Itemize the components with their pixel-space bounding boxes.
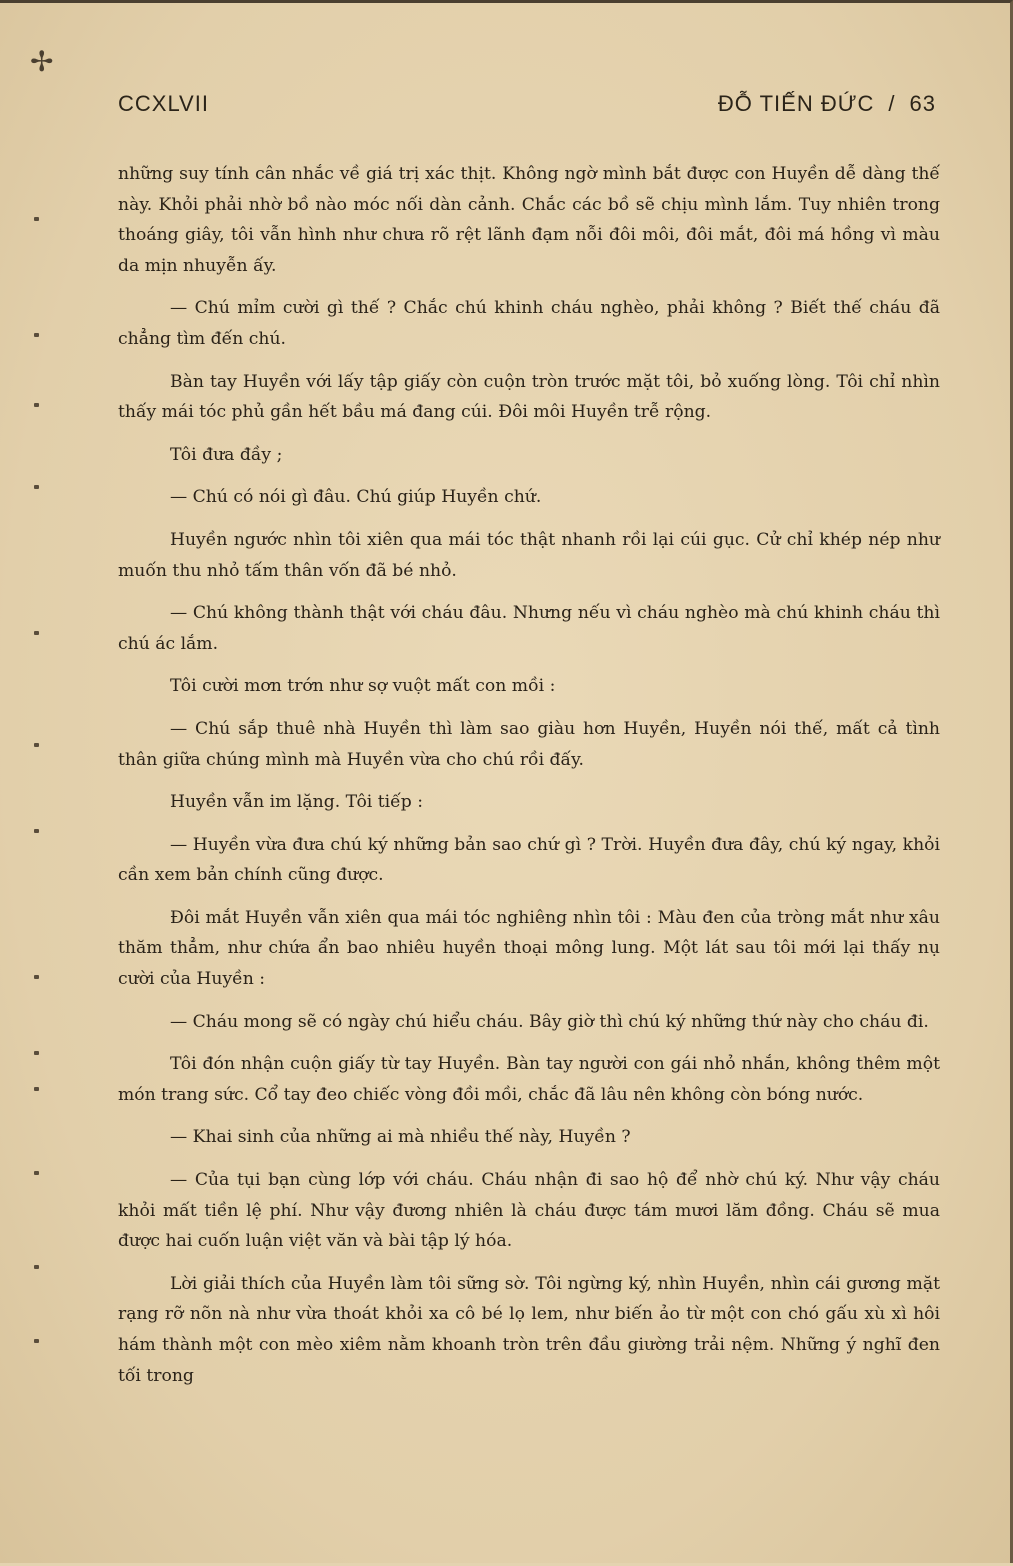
- page-body: [118, 159, 940, 1403]
- paragraph: — Của tụi bạn cùng lớp với cháu. Cháu nhận đi sao hộ để nhờ chú ký. Như vậy cháu khỏi mất tiền lệ phí. Như vậy đương nhiên là cháu được tám mươi lăm đồng. Cháu sẽ mua được hai cuốn luận việt văn và bài tập lý hóa.: [118, 1170, 940, 1252]
- paragraph: Đôi mắt Huyền vẫn xiên qua mái tóc nghiêng nhìn tôi : Màu đen của tròng mắt như xâu thăm thẳm, như chứa ẩn bao nhiêu huyền thoại mông lung. Một lát sau tôi mới lại thấy nụ cười của Huyền :: [118, 907, 940, 990]
- paragraph: Bàn tay Huyền với lấy tập giấy còn cuộn tròn trước mặt tôi, bỏ xuống lòng. Tôi chỉ nhìn thấy mái tóc phủ gần hết bầu má đang cúi. Đôi môi Huyền trễ rộng.: [118, 371, 940, 423]
- paragraph: — Huyền vừa đưa chú ký những bản sao chứ gì ? Trời. Huyền đưa đây, chú ký ngay, khỏi cần xem bản chính cũng được.: [118, 834, 940, 886]
- margin-mark: [34, 1051, 39, 1055]
- margin-mark: [34, 975, 39, 979]
- margin-marks: [0, 3, 60, 1566]
- author-name: ĐỖ TIẾN ĐỨC: [717, 91, 875, 116]
- chapter-number: CCXLVII: [118, 91, 209, 116]
- margin-mark: [34, 1265, 39, 1269]
- paragraph: — Chú không thành thật với cháu đâu. Nhưng nếu vì cháu nghèo mà chú khinh cháu thì chú ác lắm.: [118, 603, 940, 654]
- margin-mark: [34, 403, 39, 407]
- paragraph: Tôi đưa đầy ;: [170, 444, 283, 465]
- paragraph: những suy tính cân nhắc về giá trị xác thịt. Không ngờ mình bắt được con Huyền dễ dàng thế này. Khỏi phải nhờ bồ nào móc nối dàn cảnh. Chắc các bồ sẽ chịu mình lắm. Tuy nhiên trong thoáng giây, tôi vẫn hình như chưa rõ rệt lãnh đạm nỗi đôi môi, đôi mắt, đôi má hồng vì màu da mịn nhuyễn ấy.: [118, 164, 940, 276]
- paragraph: Lời giải thích của Huyền làm tôi sững sờ. Tôi ngừng ký, nhìn Huyền, nhìn cái gương mặt rạng rỡ nõn nà như vừa thoát khỏi xa cô bé lọ lem, như biến ảo từ một con chó gấu xù xì hôi hám thành một con mèo xiêm nằm khoanh tròn trên đầu giường trải nệm. Những ý nghĩ đen tối trong: [118, 1273, 940, 1386]
- margin-mark: [34, 829, 39, 833]
- author-page-info: [704, 91, 936, 117]
- paragraph: Tôi cười mơn trớn như sợ vuột mất con mồi :: [170, 676, 556, 697]
- margin-mark: [34, 1339, 39, 1343]
- header-separator: /: [888, 91, 896, 116]
- paragraph: Huyền ngước nhìn tôi xiên qua mái tóc thật nhanh rồi lại cúi gục. Cử chỉ khép nép như muốn thu nhỏ tấm thân vốn đã bé nhỏ.: [118, 529, 940, 581]
- page-number: 63: [909, 91, 936, 116]
- margin-mark: [34, 1171, 39, 1175]
- margin-mark: [34, 631, 39, 635]
- running-header: [118, 91, 936, 125]
- paragraph: Tôi đón nhận cuộn giấy từ tay Huyền. Bàn tay người con gái nhỏ nhắn, không thêm một món trang sức. Cổ tay đeo chiếc vòng đồi mồi, chắc đã lâu nên không còn bóng nước.: [118, 1054, 940, 1105]
- margin-mark: [34, 1087, 39, 1091]
- paragraph: — Cháu mong sẽ có ngày chú hiểu cháu. Bây giờ thì chú ký những thứ này cho cháu đi.: [170, 1011, 929, 1032]
- margin-mark: [34, 485, 39, 489]
- margin-mark: [34, 217, 39, 221]
- paragraph: — Chú mỉm cười gì thế ? Chắc chú khinh cháu nghèo, phải không ? Biết thế cháu đã chẳng tìm đến chú.: [118, 298, 940, 349]
- paragraph: — Khai sinh của những ai mà nhiều thế này, Huyền ?: [170, 1127, 631, 1148]
- corner-mark-icon: ✢: [30, 45, 54, 78]
- paragraph: — Chú có nói gì đâu. Chú giúp Huyền chứ.: [170, 487, 542, 508]
- paragraph: Huyền vẫn im lặng. Tôi tiếp :: [170, 792, 423, 813]
- paragraph: — Chú sắp thuê nhà Huyền thì làm sao giàu hơn Huyền, Huyền nói thế, mất cả tình thân giữa chúng mình mà Huyền vừa cho chú rồi đấy.: [118, 718, 940, 770]
- margin-mark: [34, 333, 39, 337]
- margin-mark: [34, 743, 39, 747]
